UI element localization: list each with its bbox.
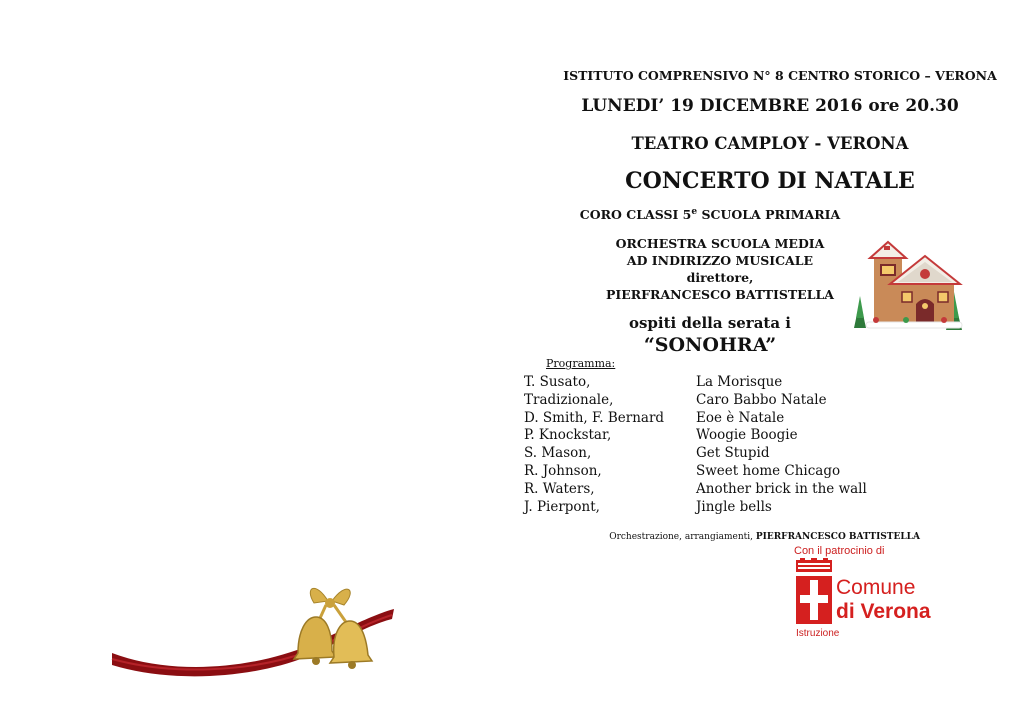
list-item [524,427,916,445]
piece-title: Woogie Boogie [696,427,798,444]
list-item [524,481,916,499]
comune-di-verona-logo [794,558,954,638]
christmas-bells-ribbon-icon [110,575,395,680]
piece-title: Jingle bells [696,498,772,515]
logo-word-di-verona: di Verona [836,600,931,623]
choir-superscript: e [691,207,698,217]
orchestra-line-2: AD INDIRIZZO MUSICALE [626,253,814,268]
department-label: Istruzione [796,628,840,639]
programme-list [524,374,916,516]
list-item [524,445,916,463]
composer: D. Smith, F. Bernard [524,409,665,426]
credits-line [560,532,920,542]
verona-crest-icon [794,558,834,626]
list-item [524,463,916,481]
concert-title: CONCERTO DI NATALE [625,168,915,194]
composer: R. Johnson, [524,462,602,479]
piece-title: Eoe è Natale [696,409,785,426]
choir-suffix: SCUOLA PRIMARIA [697,207,841,223]
list-item [524,374,916,392]
patronage-label: Con il patrocinio di [794,545,885,557]
orchestra-line-3: direttore, [686,270,754,285]
piece-title: La Morisque [696,374,783,390]
list-item [524,499,916,517]
piece-title: Another brick in the wall [696,480,867,497]
piece-title: Caro Babbo Natale [696,391,827,408]
orchestra-conductor: PIERFRANCESCO BATTISTELLA [606,287,834,302]
composer: S. Mason, [524,445,592,462]
credits-name: PIERFRANCESCO BATTISTELLA [755,532,920,542]
logo-word-comune: Comune [836,576,916,599]
composer: P. Knockstar, [524,427,612,444]
concert-date: LUNEDI’ 19 DICEMBRE 2016 ore 20.30 [581,96,959,116]
orchestra-block [570,235,870,303]
choir-prefix: CORO CLASSI 5 [579,207,692,223]
list-item [524,410,916,428]
piece-title: Get Stupid [696,445,770,462]
orchestra-line-1: ORCHESTRA SCUOLA MEDIA [615,236,825,251]
composer: J. Pierpont, [524,498,600,515]
gingerbread-house-icon [846,238,972,334]
credits-prefix: Orchestrazione, arrangiamenti, [609,532,756,542]
theatre-name: TEATRO CAMPLOY - VERONA [631,134,909,153]
composer: R. Waters, [524,480,595,497]
composer: Tradizionale, [524,391,614,408]
guests-name: “SONOHRA” [643,334,777,356]
piece-title: Sweet home Chicago [696,462,841,479]
institute-name: ISTITUTO COMPRENSIVO N° 8 CENTRO STORICO – VERONA [563,68,997,83]
choir-line [560,207,860,222]
composer: T. Susato, [524,374,591,390]
programme-label: Programma: [546,357,616,370]
guests-label: ospiti della serata i [628,314,792,332]
list-item [524,392,916,410]
